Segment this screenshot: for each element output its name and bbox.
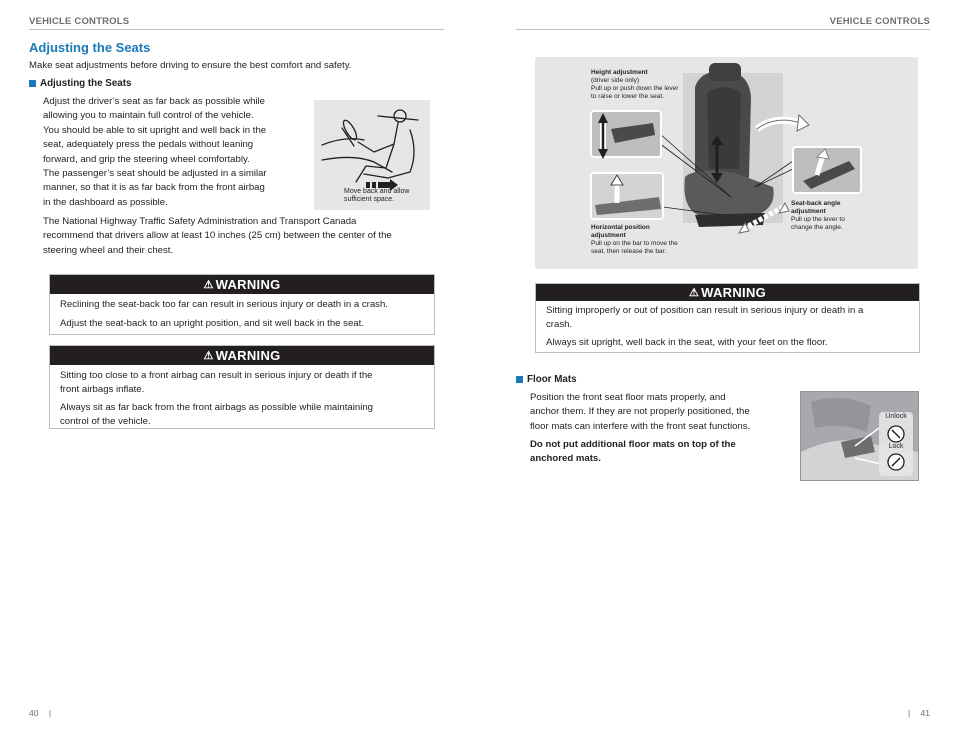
para-line: anchor them. If they are not properly positioned, the [530,406,750,418]
warning-line: Always sit as far back from the front airbags as possible while maintaining [60,402,374,414]
warning-text [60,369,424,396]
caption-title: Height adjustment [591,69,648,76]
para-line: in the dashboard as possible. [43,196,168,208]
warning-header [50,346,434,365]
warning-triangle-icon: ⚠ [688,287,700,299]
subheading-floor-mats [516,374,577,385]
warning-box-position [535,283,920,353]
caption-title: adjustment [591,232,626,239]
caption-title: Seat-back angle [791,200,841,207]
caption-title: Horizontal position [591,224,650,231]
caption-line: seat, then release the bar. [591,248,667,255]
right-page-header: VEHICLE CONTROLS [829,16,930,27]
left-header-rule [29,29,444,30]
caption-line: change the angle. [791,224,843,231]
warning-body [50,365,434,439]
footer-separator: | [907,708,911,718]
warning-line: front airbags inflate. [60,383,145,395]
warning-line: crash. [546,318,573,330]
warning-body [536,301,919,361]
warning-text: Always sit upright, well back in the seat, with your feet on the floor. [546,337,828,349]
driver-figure-caption [344,188,428,204]
right-header-rule [516,29,930,30]
seatback-adjust-caption [791,200,871,232]
nhtsa-paragraph [43,215,438,258]
left-page-number [29,708,51,718]
bullet-square-icon [29,80,36,87]
para-line: The passenger’s seat should be adjusted in a similar [43,168,267,180]
para-line: Do not put additional floor mats on top of the [530,439,736,450]
right-page-number [908,708,930,718]
warning-line: Sitting too close to a front airbag can result in serious injury or death if the [60,370,373,381]
warning-title: WARNING [215,348,281,363]
floor-mat-anchor-figure [800,391,919,481]
footer-separator: | [48,708,52,718]
unlock-label: Unlock [885,413,907,420]
para-line: You should be able to sit upright and well back in the [43,124,267,136]
warning-header [536,284,919,301]
para-line: recommend that drivers allow at least 10 inches (25 cm) between the center of the [43,230,392,242]
para-line: The National Highway Traffic Safety Administration and Transport Canada [43,216,357,227]
height-adjust-caption [591,69,691,101]
warning-text: Adjust the seat-back to an upright position, and sit well back in the seat. [60,317,364,329]
page-number: 41 [920,708,930,718]
warning-line: Sitting improperly or out of position can result in serious injury or death in a [546,305,864,316]
page-number: 40 [29,708,39,718]
left-page-header: VEHICLE CONTROLS [29,16,130,27]
caption-line: Pull up the lever to [791,216,845,223]
warning-title: WARNING [701,285,767,300]
driver-position-figure [314,100,430,210]
para-line: floor mats can interfere with the front seat functions. [530,420,751,432]
floor-mats-warning-text [530,438,790,467]
lock-label: Lock [888,443,904,450]
intro-text: Make seat adjustments before driving to ensure the best comfort and safety. [29,60,352,71]
seat-adjust-paragraph [43,95,308,210]
warning-box-airbag [49,345,435,429]
para-line: forward, and grip the steering wheel comfortably. [43,153,250,165]
caption-line: (driver side only) [591,77,640,84]
caption-title: adjustment [791,208,826,215]
subheading-adjusting-seats [29,78,131,89]
page-title: Adjusting the Seats [29,40,151,55]
caption-line: Move back and allow [344,188,410,195]
warning-triangle-icon: ⚠ [203,350,214,362]
caption-line: to raise or lower the seat. [591,93,664,100]
horizontal-adjust-caption [591,224,691,256]
subheading-label: Floor Mats [527,374,577,385]
para-line: Position the front seat floor mats properly, and [530,392,726,403]
warning-text: Reclining the seat-back too far can result in serious injury or death in a crash. [60,299,388,310]
para-line: manner, so that it is as far back from the front airbag [43,182,265,194]
warning-title: WARNING [215,277,281,292]
warning-triangle-icon: ⚠ [203,279,214,291]
warning-header [50,275,434,294]
subheading-label: Adjusting the Seats [40,78,132,89]
warning-box-recline [49,274,435,335]
warning-text [546,304,909,331]
seat-controls-figure [535,57,918,269]
warning-text [60,401,424,428]
para-line: allowing you to maintain full control of the vehicle. [43,110,254,122]
warning-line: control of the vehicle. [60,415,151,427]
para-line: Adjust the driver’s seat as far back as possible while [43,96,266,107]
warning-body [50,294,434,341]
para-line: steering wheel and their chest. [43,244,174,256]
floor-mat-illustration [801,392,918,480]
caption-line: Pull up or push down the lever [591,85,679,92]
caption-line: Pull up on the bar to move the [591,240,678,247]
para-line: seat, adequately press the pedals without leaning [43,139,254,151]
para-line: anchored mats. [530,453,601,465]
caption-line: sufficient space. [344,196,395,203]
floor-mats-paragraph [530,391,790,434]
bullet-square-icon [516,376,523,383]
